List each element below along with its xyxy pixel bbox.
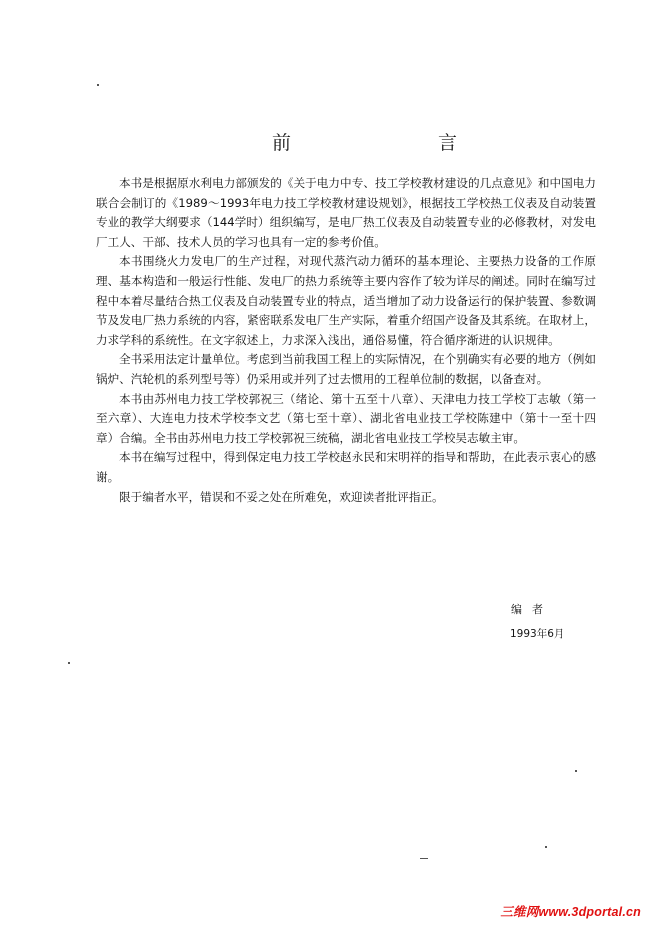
paragraph-5: 本书在编写过程中，得到保定电力技工学校赵永民和宋明祥的指导和帮助，在此表示衷心的感谢。 xyxy=(96,450,596,484)
watermark: 三维网www.3dportal.cn xyxy=(500,905,641,919)
paragraph-3: 全书采用法定计量单位。考虑到当前我国工程上的实际情况，在个别确实有必要的地方（例如锅炉、汽轮机的系列型号等）仍采用或并列了过去惯用的工程单位制的数据，以备查对。 xyxy=(96,352,596,386)
scan-speck xyxy=(68,662,70,664)
paragraph-4: 本书由苏州电力技工学校郭祝三（绪论、第十五至十八章）、天津电力技工学校丁志敏（第一至六章）、大连电力技术学校李文艺（第七至十章）、湖北省电业技工学校陈建中（第十一至十四章）合编。全书由苏州电力技工学校郭祝三统稿，湖北省电业技工学校吴志敏主审。 xyxy=(96,391,596,445)
paragraph-2: 本书围绕火力发电厂的生产过程，对现代蒸汽动力循环的基本理论、主要热力设备的工作原理、基本构造和一般运行性能、发电厂的热力系统等主要内容作了较为详尽的阐述。同时在编写过程中本着尽量结合热工仪表及自动装置专业的特点，适当增加了动力设备运行的保护装置、参数调节及发电厂热力系统的内容，紧密联系发电厂生产实际，着重介绍国产设备及其系统。在取材上，力求学科的系统性。在文字叙述上，力求深入浅出，通俗易懂，符合循序渐进的认识规律。 xyxy=(96,254,596,347)
preface-body xyxy=(96,174,596,507)
scan-speck xyxy=(97,84,99,86)
page-title: 前 言 xyxy=(272,132,522,154)
scan-speck xyxy=(545,846,547,848)
scan-speck xyxy=(575,770,577,772)
signature-date: 1993年6月 xyxy=(510,628,565,640)
paragraph-1: 本书是根据原水利电力部颁发的《关于电力中专、技工学校教材建设的几点意见》和中国电力联合会制订的《1989～1993年电力技工学校教材建设规划》，根据技工学校热工仪表及自动装置专业的教学大纲要求（144学时）组织编写，是电厂热工仪表及自动装置专业的必修教材，对发电厂工人、干部、技术人员的学习也具有一定的参考价值。 xyxy=(96,176,596,249)
signature-role: 编者 xyxy=(511,603,553,616)
paragraph-6: 限于编者水平，错误和不妥之处在所难免，欢迎读者批评指正。 xyxy=(119,489,444,504)
scan-speck xyxy=(420,858,428,859)
